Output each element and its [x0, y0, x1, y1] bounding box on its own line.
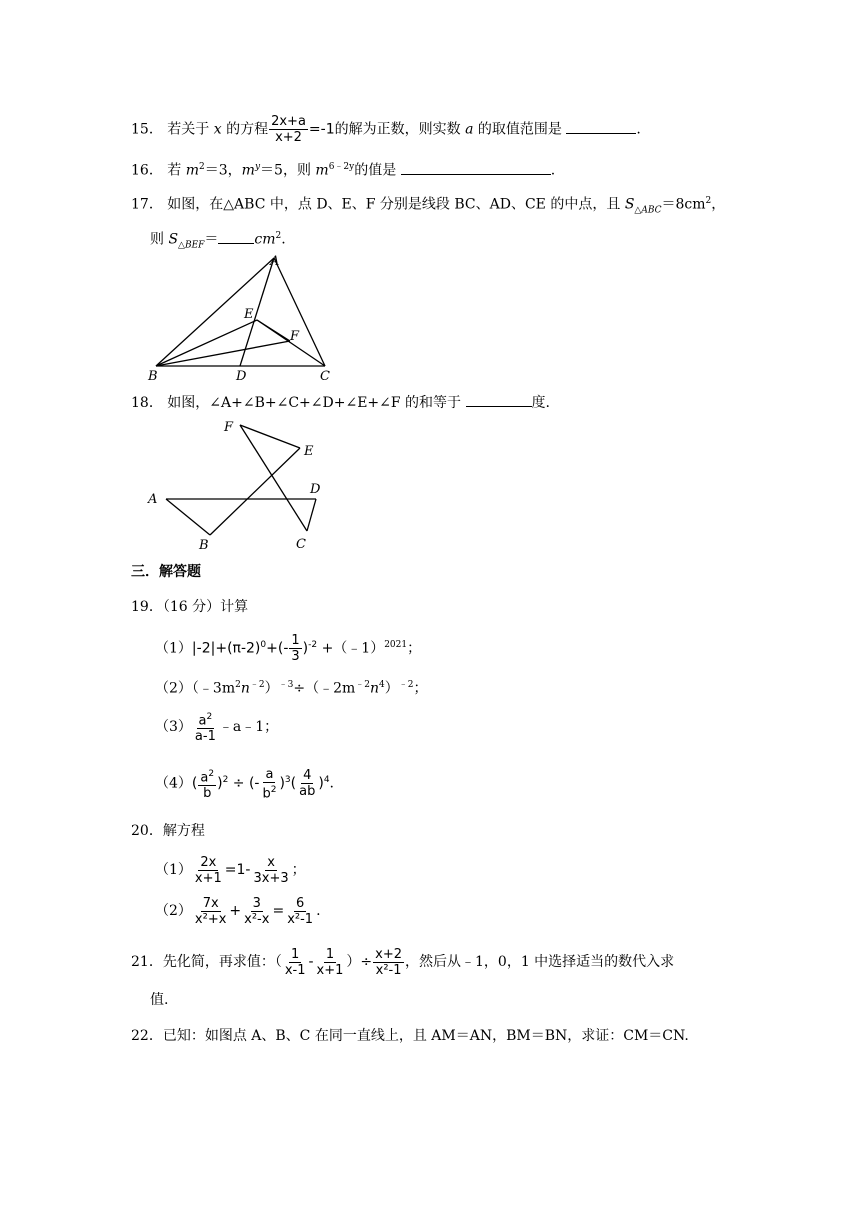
question-15: 15． 若关于 x 的方程 $\frac{2x+a}{x+2}$ =-1的解为正数，则实数 a 的取值范围是 . [131, 114, 641, 145]
question-17-line2: 则 $S_{\triangle BEF}= cm^2$. [150, 226, 286, 255]
answer-blank[interactable] [566, 119, 636, 134]
question-17-line1: 17． 如图，在△ABC 中，点 D、E、F 分别是线段 BC、AD、CE 的中点，且 $S_{\triangle ABC}=8cm^2$， [131, 196, 726, 216]
q20-part-1: （1） $\frac{2x}{x+1}$ =1- $\frac{x}{3x+3}$ ； [155, 854, 306, 886]
question-22: 22．已知：如图点 A、B、C 在同一直线上，且 AM＝AN，BM＝BN，求证：CM＝CN. [131, 1028, 689, 1044]
angles-figure [140, 415, 340, 555]
fraction: $\frac{2x+a}{x+2}$ [271, 114, 306, 145]
answer-blank[interactable] [466, 392, 532, 407]
point-label: F [290, 329, 300, 344]
point-label: F [224, 420, 234, 435]
q19-part-2: $(2)(﹣3m^2n^{﹣2})^{﹣3}\div(﹣2m^{﹣2}n^4)^{﹣2}$； [155, 680, 428, 697]
q19-part-4: （4）( $\frac{a^2}{b}$ )$^2$ ÷ (- $\frac{a}{b^2}$ )$^3$( $\frac{4}{ab}$ )$^4$. [155, 766, 334, 801]
point-label: A [148, 492, 158, 507]
question-19: 19．（16 分）计算 [131, 599, 249, 615]
q20-part-2: （2） $\frac{7x}{\text{x²+x}}$ + $\frac{3}{\text{x²-x}}$ = $\frac{6}{\text{x²-1}}$ . [155, 895, 321, 927]
point-label: C [296, 537, 306, 552]
question-21-line2: 值. [150, 992, 169, 1008]
q19-part-3: （3） $\frac{a^2}{a-1}$ ﹣a﹣1； [155, 712, 279, 745]
answer-blank[interactable] [401, 160, 551, 175]
point-label: E [304, 444, 314, 459]
q19-part-1: $(1)|-2|+(\pi-2)^0+(-$ $\frac{1}{3}$ )$^{-2}$ +（﹣1）$^{2021}$； [155, 633, 422, 664]
question-number: 18． [131, 395, 163, 411]
point-label: E [244, 307, 254, 322]
question-21: 21．先化简，再求值：（ $\frac{1}{x-1}$ - $\frac{1}{x+1}$ ）÷ $\frac{x+2}{\text{x²-1}}$ ，然后从﹣1，0，1 中选择适当的数代入求 [131, 946, 675, 978]
question-number: 19． [131, 599, 163, 615]
point-label: B [148, 369, 158, 384]
question-20: 20．解方程 [131, 823, 205, 839]
question-number: 17． [131, 196, 163, 213]
point-label: D [310, 482, 321, 497]
question-16: 16． 若 $m^2=3$，$m^y=5$，则 $m^{6﹣2y}$的值是 . [131, 157, 555, 181]
question-number: 15． [131, 121, 163, 138]
triangle-figure [140, 250, 340, 386]
question-18: 18． 如图，∠A+∠B+∠C+∠D+∠E+∠F 的和等于 度. [131, 392, 550, 413]
question-number: 16． [131, 162, 163, 179]
question-number: 20． [131, 823, 163, 839]
answer-blank[interactable] [218, 229, 254, 244]
question-number: 22． [131, 1028, 163, 1044]
section-title: 三．解答题 [131, 564, 201, 580]
point-label: A [270, 254, 280, 269]
point-label: B [199, 538, 209, 553]
point-label: D [236, 369, 247, 384]
point-label: C [320, 369, 330, 384]
question-number: 21． [131, 954, 163, 970]
